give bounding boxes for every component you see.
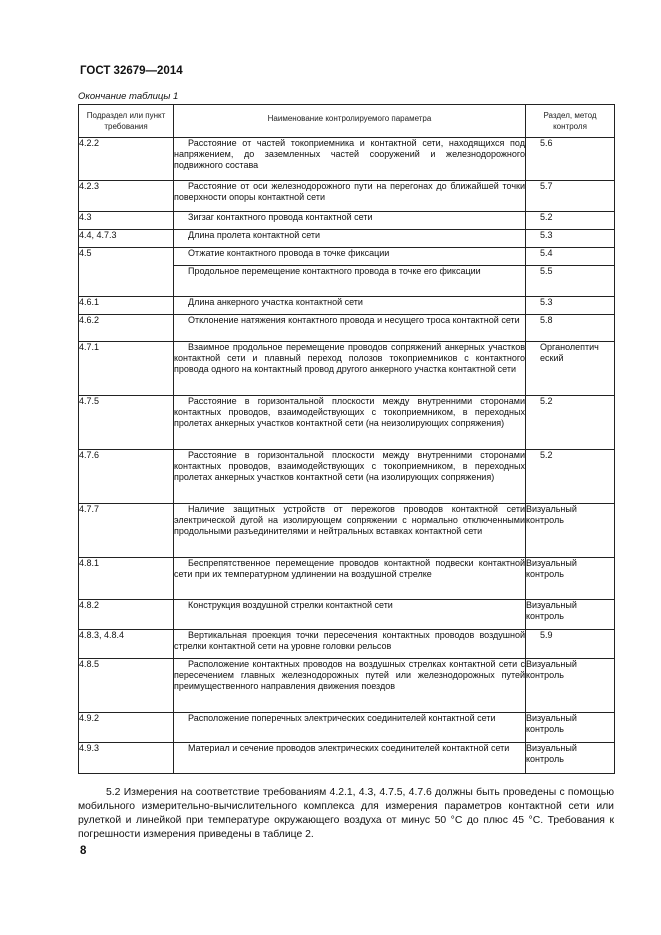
row-subsection: 4.7.6: [79, 450, 174, 504]
header-parameter: Наименование контролируемого параметра: [174, 105, 526, 138]
requirements-table: [78, 104, 615, 774]
row-subsection: 4.4, 4.7.3: [79, 230, 174, 248]
row-subsection: 4.6.1: [79, 297, 174, 315]
row-parameter: Продольное перемещение контактного провода в точке его фиксации: [188, 266, 481, 276]
row-parameter: Вертикальная проекция точки пересечения контактных проводов воздушной стрелки контактной сети на уровне головки рельсов: [174, 630, 525, 651]
row-parameter: Материал и сечение проводов электрических соединителей контактной сети: [188, 743, 510, 753]
row-subsection: 4.2.2: [79, 138, 174, 181]
row-subsection: 4.7.5: [79, 396, 174, 450]
row-method: 5.7: [540, 181, 553, 191]
row-method: Визуальный контроль: [526, 659, 577, 680]
table-row: [79, 558, 615, 600]
table-row: [79, 138, 615, 181]
row-parameter: Зигзаг контактного провода контактной сети: [188, 212, 373, 222]
table-caption: Окончание таблицы 1: [78, 91, 179, 102]
row-subsection: 4.6.2: [79, 315, 174, 342]
row-subsection: 4.8.3, 4.8.4: [79, 630, 174, 659]
row-parameter: Отклонение натяжения контактного провода и несущего троса контактной сети: [188, 315, 520, 325]
row-subsection: 4.7.7: [79, 504, 174, 558]
row-method: 5.2: [540, 396, 553, 406]
table-row: [79, 450, 615, 504]
row-method: Визуальный контроль: [526, 600, 577, 621]
row-parameter: Наличие защитных устройств от пережогов проводов контактной сети электрической дугой на изолирующем сопряжении с нормально отключенными продольными разъединителями и нейтральных вставках контактной сети: [174, 504, 525, 536]
paragraph-5-2: [78, 786, 614, 842]
row-subsection: 4.5: [79, 248, 174, 297]
header-subsection: Подраздел или пункт требования: [79, 105, 174, 138]
row-method: 5.2: [540, 450, 553, 460]
table-row: [79, 630, 615, 659]
row-parameter: Длина пролета контактной сети: [188, 230, 321, 240]
row-subsection: 4.7.1: [79, 342, 174, 396]
row-method: 5.4: [540, 248, 553, 258]
row-subsection: 4.3: [79, 212, 174, 230]
table-row: [79, 315, 615, 342]
row-parameter: Конструкция воздушной стрелки контактной сети: [188, 600, 393, 610]
table-row: [79, 212, 615, 230]
row-parameter: Расстояние в горизонтальной плоскости между внутренними сторонами контактных проводов, взаимодействующих с токоприемником, в переходных пролетах анкерных участков контактной сети (на изолирующих сопряжения): [174, 450, 525, 482]
table-header-row: [79, 105, 615, 138]
page-header: ГОСТ 32679—2014: [80, 65, 183, 77]
row-method: 5.6: [540, 138, 553, 148]
paragraph-text: 5.2 Измерения на соответствие требованиям 4.2.1, 4.3, 4.7.5, 4.7.6 должны быть проведены с помощью мобильного измерительно-вычислительного комплекса для измерения параметров контактной сети или рулеткой и линейкой при температуре окружающего воздуха от минус 50 °С до плюс 45 °С. Требования к погрешности измерения приведены в таблице 2.: [78, 787, 614, 840]
row-subsection: 4.8.1: [79, 558, 174, 600]
table-row: [79, 181, 615, 212]
row-parameter: Отжатие контактного провода в точке фиксации: [188, 248, 390, 258]
row-parameter: Расстояние от оси железнодорожного пути на перегонах до ближайшей точки поверхности опоры контактной сети: [174, 181, 525, 202]
table-row: [79, 248, 615, 266]
row-parameter: Взаимное продольное перемещение проводов сопряжений анкерных участков контактной сети и плавный переход полозов токоприемников с контактного провода одного на контактный провод другого анкерного участка контактной сети: [174, 342, 525, 374]
table-row: [79, 659, 615, 713]
row-parameter: Расстояние от частей токоприемника и контактной сети, находящихся под напряжением, до заземленных частей сооружений и железнодорожного подвижного состава: [174, 138, 525, 170]
row-method: Визуальный контроль: [526, 713, 577, 734]
row-parameter: Длина анкерного участка контактной сети: [188, 297, 363, 307]
row-parameter: Расстояние в горизонтальной плоскости между внутренними сторонами контактных проводов, взаимодействующих с токоприемником, в переходных пролетах анкерных участков контактной сети (на неизолирующих сопряжения): [174, 396, 525, 428]
table-row: [79, 230, 615, 248]
table-row: [79, 297, 615, 315]
header-method: Раздел, метод контроля: [526, 105, 615, 138]
row-subsection: 4.9.3: [79, 743, 174, 774]
row-method: 5.9: [540, 630, 553, 640]
row-subsection: 4.8.5: [79, 659, 174, 713]
table-row: [79, 713, 615, 743]
table-row: [79, 342, 615, 396]
row-method: 5.8: [540, 315, 553, 325]
row-method: 5.2: [540, 212, 553, 222]
row-method: 5.3: [540, 297, 553, 307]
table-row: [79, 396, 615, 450]
row-method: Визуальный контроль: [526, 558, 577, 579]
row-method: Органолептический: [540, 342, 599, 363]
row-parameter: Расположение контактных проводов на воздушных стрелках контактной сети с пересечением главных железнодорожных путей или железнодорожных путей преимущественного направления движения поездов: [174, 659, 525, 691]
row-method: 5.3: [540, 230, 553, 240]
table-row: [79, 743, 615, 774]
row-subsection: 4.9.2: [79, 713, 174, 743]
row-method: 5.5: [540, 266, 553, 276]
row-method: Визуальный контроль: [526, 504, 577, 525]
row-subsection: 4.8.2: [79, 600, 174, 630]
row-subsection: 4.2.3: [79, 181, 174, 212]
page-number: 8: [80, 845, 87, 857]
table-row: [79, 504, 615, 558]
row-method: Визуальный контроль: [526, 743, 577, 764]
row-parameter: Расположение поперечных электрических соединителей контактной сети: [188, 713, 496, 723]
table-row: [79, 600, 615, 630]
row-parameter: Беспрепятственное перемещение проводов контактной подвески контактной сети при их температурном удлинении на воздушной стрелке: [174, 558, 525, 579]
